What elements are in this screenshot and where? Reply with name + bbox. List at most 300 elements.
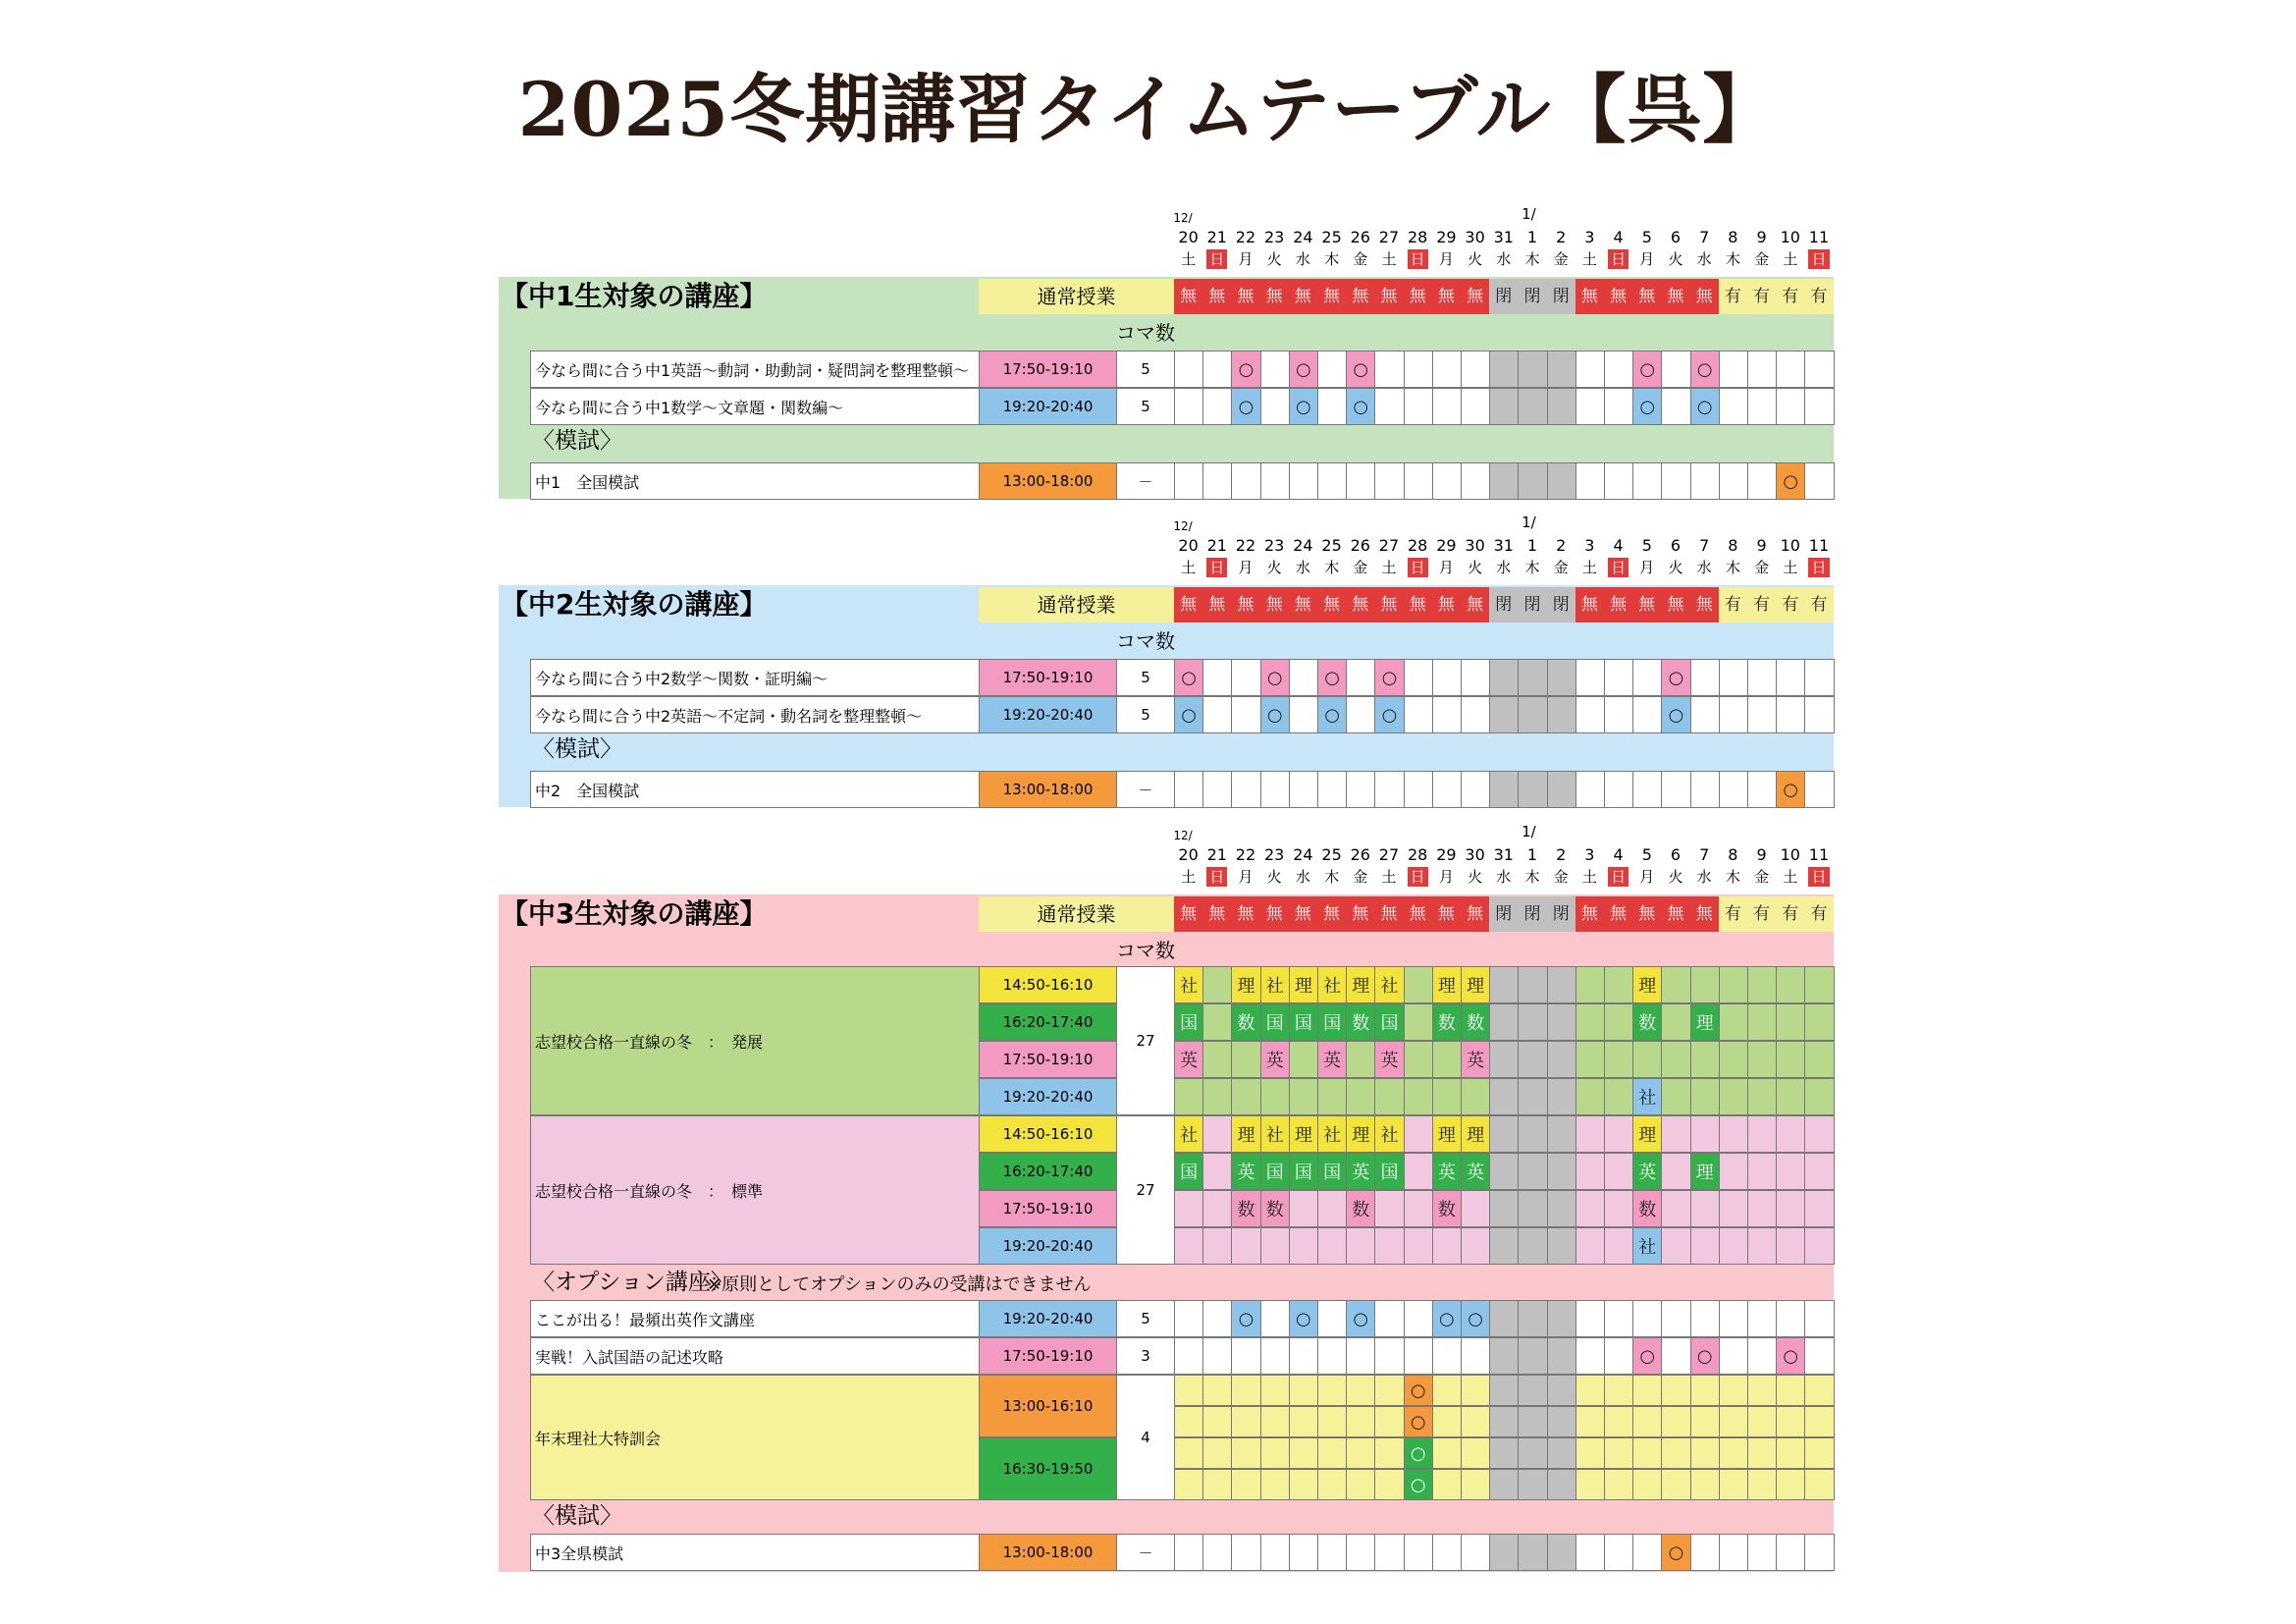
normal-class-day: 無 <box>1202 896 1231 932</box>
grid-cell <box>1776 1406 1805 1437</box>
grid-cell <box>1432 1469 1462 1500</box>
weekday-label: 金 <box>1353 559 1368 576</box>
normal-class-day: 無 <box>1260 279 1289 314</box>
grid-cell <box>1231 1469 1260 1500</box>
grid-cell <box>1231 462 1260 500</box>
grid-cell <box>1174 1534 1203 1571</box>
grid-cell <box>1202 1469 1232 1500</box>
grid-cell <box>1374 1227 1404 1265</box>
grid-cell <box>1632 1469 1662 1500</box>
date-number: 1 <box>1526 845 1538 864</box>
normal-class-label: 通常授業 <box>979 279 1174 314</box>
normal-class-day: 無 <box>1174 896 1202 932</box>
normal-class-day: 閉 <box>1547 896 1575 932</box>
option-course-name: 実戦！入試国語の記述攻略 <box>530 1337 980 1375</box>
grid-cell <box>1547 696 1576 733</box>
grid-cell <box>1174 1190 1203 1227</box>
grid-cell <box>1747 1153 1777 1190</box>
normal-class-day: 無 <box>1289 587 1317 623</box>
weekday-label: 水 <box>1696 868 1712 886</box>
grid-cell <box>1346 1534 1375 1571</box>
normal-class-day: 無 <box>1289 279 1317 314</box>
grid-cell <box>1747 659 1777 696</box>
grid-cell <box>1547 462 1576 500</box>
grid-cell <box>1661 1437 1690 1469</box>
date-number: 4 <box>1613 845 1624 864</box>
grid-cell <box>1317 1437 1347 1469</box>
grid-cell <box>1202 1437 1232 1469</box>
date-number: 5 <box>1641 536 1652 555</box>
grid-cell <box>1661 1153 1690 1190</box>
subject-mark: 英 <box>1374 1041 1404 1078</box>
grid-cell <box>1604 966 1633 1003</box>
grid-cell <box>1632 771 1662 808</box>
normal-class-day: 無 <box>1461 896 1489 932</box>
grid-cell <box>1374 351 1404 388</box>
grid-cell <box>1719 1469 1748 1500</box>
date-number: 26 <box>1350 536 1370 555</box>
grid-cell <box>1174 1300 1203 1337</box>
month-label-dec: 12/ <box>1173 829 1193 842</box>
subject-mark: 理 <box>1690 1003 1720 1041</box>
grid-cell <box>1518 1375 1547 1406</box>
weekday-label: 月 <box>1639 868 1655 886</box>
subject-mark: 理 <box>1632 966 1662 1003</box>
grid-cell <box>1489 1534 1519 1571</box>
grid-cell <box>1690 1041 1720 1078</box>
grid-cell <box>1575 966 1605 1003</box>
session-count: 27 <box>1116 1115 1175 1265</box>
normal-class-day: 閉 <box>1489 587 1518 623</box>
grid-cell <box>1690 1300 1720 1337</box>
subject-mark: 国 <box>1174 1003 1203 1041</box>
normal-class-day: 無 <box>1661 279 1689 314</box>
grid-cell <box>1374 462 1404 500</box>
subject-mark: 理 <box>1231 1115 1260 1153</box>
normal-class-day: 有 <box>1719 896 1747 932</box>
grid-cell <box>1404 659 1433 696</box>
time-slot: 14:50-16:10 <box>979 1115 1117 1153</box>
grid-cell <box>1747 966 1777 1003</box>
weekday-label: 土 <box>1381 250 1397 268</box>
date-number: 10 <box>1780 536 1800 555</box>
course-name: 今なら間に合う中1数学～文章題・関数編～ <box>530 388 980 425</box>
grid-cell <box>1575 1534 1605 1571</box>
subject-mark: 社 <box>1174 1115 1203 1153</box>
grid-cell <box>1776 388 1805 425</box>
weekday-label: 火 <box>1668 559 1683 576</box>
date-number: 7 <box>1699 228 1710 246</box>
grid-cell <box>1461 1375 1490 1406</box>
time-slot: 13:00-18:00 <box>979 462 1117 500</box>
date-number: 31 <box>1493 845 1514 864</box>
date-number: 10 <box>1780 845 1800 864</box>
grid-cell <box>1404 771 1433 808</box>
grid-cell <box>1202 966 1232 1003</box>
normal-class-day: 無 <box>1346 279 1374 314</box>
subject-mark: 社 <box>1317 966 1347 1003</box>
grid-cell <box>1289 1437 1318 1469</box>
grid-cell <box>1346 659 1375 696</box>
grid-cell <box>1374 1337 1404 1375</box>
grid-cell <box>1202 1190 1232 1227</box>
weekday-label: 金 <box>1353 250 1368 268</box>
option-course-name: ここが出る！最頻出英作文講座 <box>530 1300 980 1337</box>
date-number: 23 <box>1264 536 1285 555</box>
weekday-label: 月 <box>1639 250 1655 268</box>
time-slot: 13:00-18:00 <box>979 1534 1117 1571</box>
time-slot: 17:50-19:10 <box>979 659 1117 696</box>
grid-cell <box>1632 1534 1662 1571</box>
grid-cell <box>1174 351 1203 388</box>
grid-cell <box>1747 771 1777 808</box>
mock-label: 〈模試〉 <box>532 1503 622 1529</box>
grid-cell <box>1690 696 1720 733</box>
grid-cell <box>1461 1406 1490 1437</box>
grid-cell <box>1747 1227 1777 1265</box>
grid-cell <box>1604 1406 1633 1437</box>
normal-class-day: 有 <box>1747 896 1776 932</box>
grid-cell <box>1518 1534 1547 1571</box>
date-number: 2 <box>1556 536 1567 555</box>
grid-cell <box>1432 1406 1462 1437</box>
grid-cell <box>1346 1227 1375 1265</box>
grid-cell <box>1461 659 1490 696</box>
subject-mark: 数 <box>1260 1190 1290 1227</box>
date-number: 7 <box>1699 536 1710 555</box>
grid-cell <box>1547 1337 1576 1375</box>
weekday-label: 木 <box>1324 868 1340 886</box>
grid-cell <box>1404 1190 1433 1227</box>
date-number: 11 <box>1808 228 1830 246</box>
grid-cell <box>1461 1227 1490 1265</box>
grid-cell <box>1719 1041 1748 1078</box>
grid-cell <box>1432 1041 1462 1078</box>
grid-cell <box>1776 1003 1805 1041</box>
grid-cell <box>1461 1469 1490 1500</box>
grid-cell <box>1719 351 1748 388</box>
grid-cell <box>1575 1337 1605 1375</box>
grid-cell <box>1776 659 1805 696</box>
weekday-label: 水 <box>1696 250 1712 268</box>
grid-cell <box>1719 1227 1748 1265</box>
weekday-label: 月 <box>1238 559 1254 576</box>
grid-cell <box>1202 1375 1232 1406</box>
grid-cell <box>1804 696 1834 733</box>
grid-cell <box>1575 771 1605 808</box>
mock-exam-name: 中1 全国模試 <box>530 462 980 500</box>
weekday-label: 水 <box>1295 559 1310 576</box>
grid-cell <box>1690 1190 1720 1227</box>
grid-cell <box>1776 1375 1805 1406</box>
grid-cell <box>1604 1190 1633 1227</box>
normal-class-day: 無 <box>1317 587 1346 623</box>
normal-class-day: 閉 <box>1489 896 1518 932</box>
grid-cell <box>1547 1437 1576 1469</box>
mock-mark: ○ <box>1661 1534 1690 1571</box>
normal-class-day: 有 <box>1776 587 1804 623</box>
grid-cell <box>1461 1534 1490 1571</box>
grid-cell <box>1317 388 1347 425</box>
grid-cell <box>1202 1153 1232 1190</box>
grid-cell <box>1604 1115 1633 1153</box>
date-number: 6 <box>1670 228 1682 246</box>
grid-cell <box>1804 771 1834 808</box>
course-name: 今なら間に合う中1英語～動詞・助動詞・疑問詞を整理整頓～ <box>530 351 980 388</box>
date-number: 25 <box>1321 536 1342 555</box>
time-slot: 13:00-16:10 <box>979 1375 1117 1437</box>
mock-mark: ○ <box>1776 462 1805 500</box>
normal-class-day: 無 <box>1346 896 1374 932</box>
weekday-label: 金 <box>1553 868 1569 886</box>
grid-cell <box>1632 1300 1662 1337</box>
session-mark: ○ <box>1432 1300 1462 1337</box>
normal-class-day: 閉 <box>1518 896 1546 932</box>
grid-cell <box>1547 659 1576 696</box>
session-mark: ○ <box>1374 659 1404 696</box>
normal-class-day: 無 <box>1260 896 1289 932</box>
grid-cell <box>1690 1227 1720 1265</box>
date-number: 21 <box>1206 228 1227 246</box>
grid-cell <box>1260 462 1290 500</box>
weekday-label: 金 <box>1553 250 1569 268</box>
grid-cell <box>1432 1337 1462 1375</box>
normal-class-day: 無 <box>1461 279 1489 314</box>
grid-cell <box>1518 1041 1547 1078</box>
normal-class-day: 無 <box>1604 896 1632 932</box>
grid-cell <box>1547 1469 1576 1500</box>
grid-cell <box>1432 659 1462 696</box>
grid-cell <box>1432 771 1462 808</box>
grid-cell <box>1346 1041 1375 1078</box>
normal-class-day: 無 <box>1374 279 1403 314</box>
weekday-label: 火 <box>1266 250 1282 268</box>
grid-cell <box>1804 1115 1834 1153</box>
grid-cell <box>1489 462 1519 500</box>
time-slot: 16:20-17:40 <box>979 1003 1117 1041</box>
date-number: 31 <box>1493 536 1514 555</box>
normal-class-day: 無 <box>1317 896 1346 932</box>
grid-cell <box>1719 966 1748 1003</box>
grid-cell <box>1489 771 1519 808</box>
weekday-label: 土 <box>1181 868 1197 886</box>
grid-cell <box>1432 351 1462 388</box>
grid-cell <box>1632 462 1662 500</box>
normal-class-day: 無 <box>1604 279 1632 314</box>
normal-class-day: 無 <box>1575 896 1604 932</box>
grid-cell <box>1202 1337 1232 1375</box>
month-label-jan: 1/ <box>1522 514 1536 531</box>
grid-cell <box>1604 462 1633 500</box>
normal-class-day: 無 <box>1404 587 1432 623</box>
grid-cell <box>1575 1469 1605 1500</box>
date-number: 5 <box>1641 228 1652 246</box>
grid-cell <box>1719 659 1748 696</box>
grid-cell <box>1804 966 1834 1003</box>
grid-cell <box>1174 1078 1203 1115</box>
weekday-label: 木 <box>1524 868 1540 886</box>
grid-cell <box>1690 462 1720 500</box>
session-mark: ○ <box>1661 659 1690 696</box>
grid-cell <box>1575 1003 1605 1041</box>
session-mark: ○ <box>1374 696 1404 733</box>
grid-cell <box>1346 462 1375 500</box>
date-number: 23 <box>1264 228 1285 246</box>
date-number: 20 <box>1178 536 1199 555</box>
weekday-label: 土 <box>1181 559 1197 576</box>
grid-cell <box>1489 388 1519 425</box>
grid-cell <box>1489 1190 1519 1227</box>
grid-cell <box>1690 1115 1720 1153</box>
weekday-label: 月 <box>1438 559 1454 576</box>
time-slot: 17:50-19:10 <box>979 351 1117 388</box>
subject-mark: 数 <box>1632 1190 1662 1227</box>
grid-cell <box>1604 1041 1633 1078</box>
grid-cell <box>1260 1227 1290 1265</box>
weekday-label: 水 <box>1496 559 1512 576</box>
grid-cell <box>1432 1437 1462 1469</box>
grid-cell <box>1489 1300 1519 1337</box>
grid-cell <box>1489 1437 1519 1469</box>
subject-mark: 数 <box>1231 1003 1260 1041</box>
grid-cell <box>1804 1003 1834 1041</box>
grid-cell <box>1518 966 1547 1003</box>
date-number: 1 <box>1526 228 1538 246</box>
grid-cell <box>1518 1469 1547 1500</box>
date-number: 28 <box>1408 845 1428 864</box>
normal-class-day: 無 <box>1231 587 1259 623</box>
time-slot: 19:20-20:40 <box>979 1078 1117 1115</box>
grid-cell <box>1804 1469 1834 1500</box>
grid-cell <box>1604 1227 1633 1265</box>
grid-cell <box>1661 1190 1690 1227</box>
date-number: 9 <box>1756 228 1767 246</box>
weekday-label: 土 <box>1581 250 1597 268</box>
session-mark: ○ <box>1404 1375 1433 1406</box>
grid-cell <box>1719 1300 1748 1337</box>
grid-cell <box>1317 1300 1347 1337</box>
grid-cell <box>1719 696 1748 733</box>
normal-class-day: 有 <box>1804 279 1833 314</box>
grid-cell <box>1404 462 1433 500</box>
grid-cell <box>1776 1469 1805 1500</box>
date-number: 4 <box>1613 228 1624 246</box>
grid-cell <box>1776 696 1805 733</box>
grid-cell <box>1719 1190 1748 1227</box>
subject-mark: 数 <box>1432 1003 1462 1041</box>
grid-cell <box>1346 1437 1375 1469</box>
grid-cell <box>1289 659 1318 696</box>
grid-cell <box>1804 1041 1834 1078</box>
grid-cell <box>1690 1375 1720 1406</box>
grid-cell <box>1776 1115 1805 1153</box>
date-number: 22 <box>1235 228 1256 246</box>
grid-cell <box>1202 696 1232 733</box>
date-number: 30 <box>1465 536 1485 555</box>
grid-cell <box>1547 1153 1576 1190</box>
date-number: 30 <box>1465 845 1485 864</box>
mock-mark: ○ <box>1776 771 1805 808</box>
grid-cell <box>1346 696 1375 733</box>
grid-cell <box>1547 1406 1576 1437</box>
grid-cell <box>1404 1337 1433 1375</box>
grid-cell <box>1346 771 1375 808</box>
grid-cell <box>1604 1437 1633 1469</box>
grid-cell <box>1632 1041 1662 1078</box>
grid-cell <box>1289 462 1318 500</box>
date-number: 9 <box>1756 845 1767 864</box>
koma-label: コマ数 <box>1116 629 1175 653</box>
grid-cell <box>1547 1041 1576 1078</box>
grid-cell <box>1804 1153 1834 1190</box>
grid-cell <box>1747 1190 1777 1227</box>
grid-cell <box>1317 1337 1347 1375</box>
grid-cell <box>1317 1534 1347 1571</box>
date-number: 24 <box>1293 228 1313 246</box>
date-number: 9 <box>1756 536 1767 555</box>
grid-cell <box>1747 1115 1777 1153</box>
koma-label: コマ数 <box>1116 939 1175 962</box>
grid-cell <box>1404 1041 1433 1078</box>
weekday-label: 土 <box>1581 868 1597 886</box>
subject-mark: 英 <box>1231 1153 1260 1190</box>
grid-cell <box>1317 1190 1347 1227</box>
grid-cell <box>1489 1406 1519 1437</box>
subject-mark: 理 <box>1432 1115 1462 1153</box>
option-note: ※原則としてオプションのみの受講はできません <box>707 1274 1092 1295</box>
normal-class-day: 無 <box>1432 587 1461 623</box>
normal-class-day: 無 <box>1404 896 1432 932</box>
grid-cell <box>1547 1078 1576 1115</box>
normal-class-day: 無 <box>1432 279 1461 314</box>
grid-cell <box>1231 659 1260 696</box>
weekday-label: 土 <box>1783 250 1798 268</box>
normal-class-day: 閉 <box>1547 587 1575 623</box>
date-number: 6 <box>1670 536 1682 555</box>
grid-cell <box>1260 1469 1290 1500</box>
course-name: 志望校合格一直線の冬 ： 標準 <box>530 1115 980 1265</box>
grid-cell <box>1661 462 1690 500</box>
subject-mark: 国 <box>1317 1003 1347 1041</box>
grid-cell <box>1604 1078 1633 1115</box>
subject-mark: 数 <box>1461 1003 1490 1041</box>
normal-class-day: 無 <box>1690 279 1719 314</box>
subject-mark: 英 <box>1346 1153 1375 1190</box>
grid-cell <box>1432 1227 1462 1265</box>
session-mark: ○ <box>1317 659 1347 696</box>
date-number: 21 <box>1206 536 1227 555</box>
grid-cell <box>1632 659 1662 696</box>
session-mark: ○ <box>1289 1300 1318 1337</box>
grid-cell <box>1547 1375 1576 1406</box>
normal-class-day: 無 <box>1346 587 1374 623</box>
grid-cell <box>1575 1437 1605 1469</box>
grid-cell <box>1804 1406 1834 1437</box>
subject-mark: 国 <box>1374 1153 1404 1190</box>
subject-mark: 社 <box>1260 966 1290 1003</box>
grid-cell <box>1404 1115 1433 1153</box>
grid-cell <box>1374 771 1404 808</box>
weekday-label: 月 <box>1438 868 1454 886</box>
session-mark: ○ <box>1461 1300 1490 1337</box>
weekday-label: 火 <box>1266 559 1282 576</box>
grid-cell <box>1374 1300 1404 1337</box>
grid-cell <box>1604 1153 1633 1190</box>
grid-cell <box>1289 1406 1318 1437</box>
subject-mark: 理 <box>1289 966 1318 1003</box>
grid-cell <box>1804 1375 1834 1406</box>
grid-cell <box>1547 1534 1576 1571</box>
